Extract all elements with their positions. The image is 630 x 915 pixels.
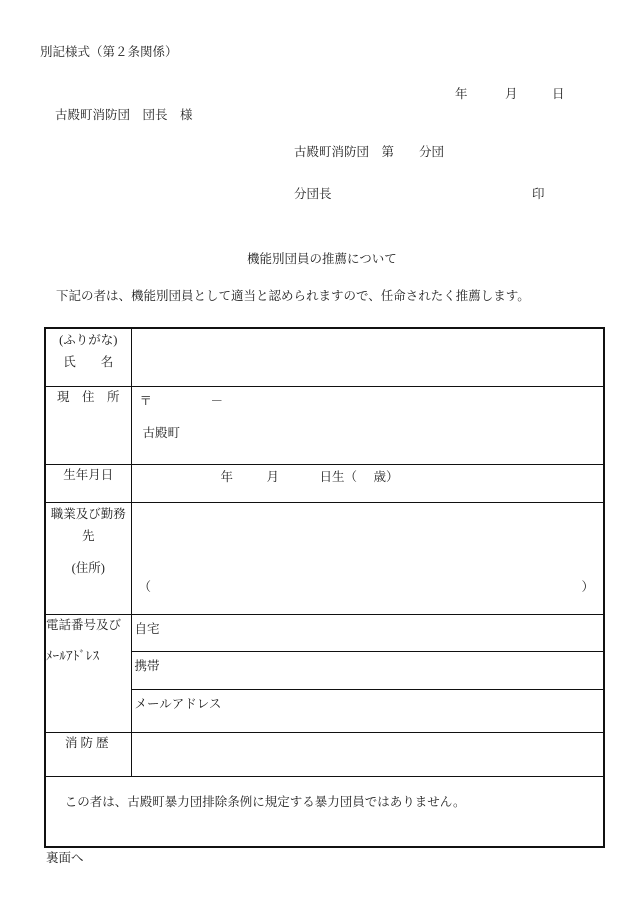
history-label-cell (45, 732, 131, 776)
form-style-note: 別記様式（第２条関係） (40, 45, 178, 59)
table-row-history (45, 732, 604, 776)
occupation-label-line2: 先 (81, 528, 95, 543)
occupation-input-cell (131, 502, 604, 614)
address-input-cell (131, 386, 604, 464)
address-prefill: 古殿町 (142, 425, 181, 440)
date-year-label: 年 (455, 87, 468, 101)
division-line: 古殿町消防団 第 分団 (294, 145, 445, 159)
occupation-paren-open: （ (138, 579, 152, 594)
birth-day-label: 日生（ (319, 469, 358, 484)
phone-mobile-field (132, 652, 604, 690)
name-label-cell (45, 328, 131, 386)
phone-home-field (132, 615, 604, 652)
birthdate-label-cell (45, 464, 131, 502)
address-label-cell (45, 386, 131, 464)
table-row-occupation (45, 502, 604, 614)
contact-label-line1: 電話番号及び (46, 617, 122, 632)
back-side-note: 裏面へ (46, 851, 84, 865)
table-row-contact (45, 614, 604, 732)
name-input-cell (131, 328, 604, 386)
birthdate-label: 生年月日 (63, 467, 114, 482)
phone-mobile-label: 携帯 (134, 658, 160, 673)
history-input-cell (131, 732, 604, 776)
seal-mark: 印 (532, 187, 545, 201)
furigana-label: (ふりがな) (59, 333, 118, 347)
email-field (132, 690, 604, 732)
email-label: メールアドレス (134, 696, 222, 711)
history-label: 消防歴 (64, 735, 112, 750)
occupation-label-cell (45, 502, 131, 614)
document-title: 機能別団員の推薦について (247, 252, 397, 266)
date-day-label: 日 (552, 87, 565, 101)
table-row-birthdate (45, 464, 604, 502)
recommendation-form-table (44, 327, 605, 848)
table-row-address (45, 386, 604, 464)
postal-mark: 〒 (139, 393, 153, 408)
addressee-line: 古殿町消防団 団長 様 (55, 108, 193, 122)
birth-month-label: 月 (266, 469, 280, 484)
contact-label-line2: ﾒｰﾙｱﾄﾞﾚｽ (46, 648, 100, 663)
birthdate-input-cell (131, 464, 604, 502)
contact-label-cell (45, 614, 131, 732)
declaration-text: この者は、古殿町暴力団排除条例に規定する暴力団員ではありません。 (64, 794, 466, 809)
table-row-declaration (45, 776, 604, 847)
declaration-cell (45, 776, 604, 847)
phone-home-label: 自宅 (134, 621, 160, 636)
contact-input-cell (131, 614, 604, 732)
postal-dash: － (210, 393, 224, 408)
birth-age-label: 歳） (373, 469, 399, 484)
birth-year-label: 年 (220, 469, 234, 484)
table-row-name (45, 328, 604, 386)
occupation-label-line3: (住所) (71, 560, 105, 575)
address-label: 現 住 所 (56, 389, 120, 404)
date-month-label: 月 (505, 87, 518, 101)
division-leader-label: 分団長 (294, 187, 332, 201)
name-label: 氏 名 (63, 355, 114, 369)
occupation-label-line1: 職業及び勤務 (50, 506, 126, 521)
intro-paragraph: 下記の者は、機能別団員として適当と認められますので、任命されたく推薦します。 (56, 289, 530, 303)
occupation-paren-close: ） (581, 579, 595, 594)
